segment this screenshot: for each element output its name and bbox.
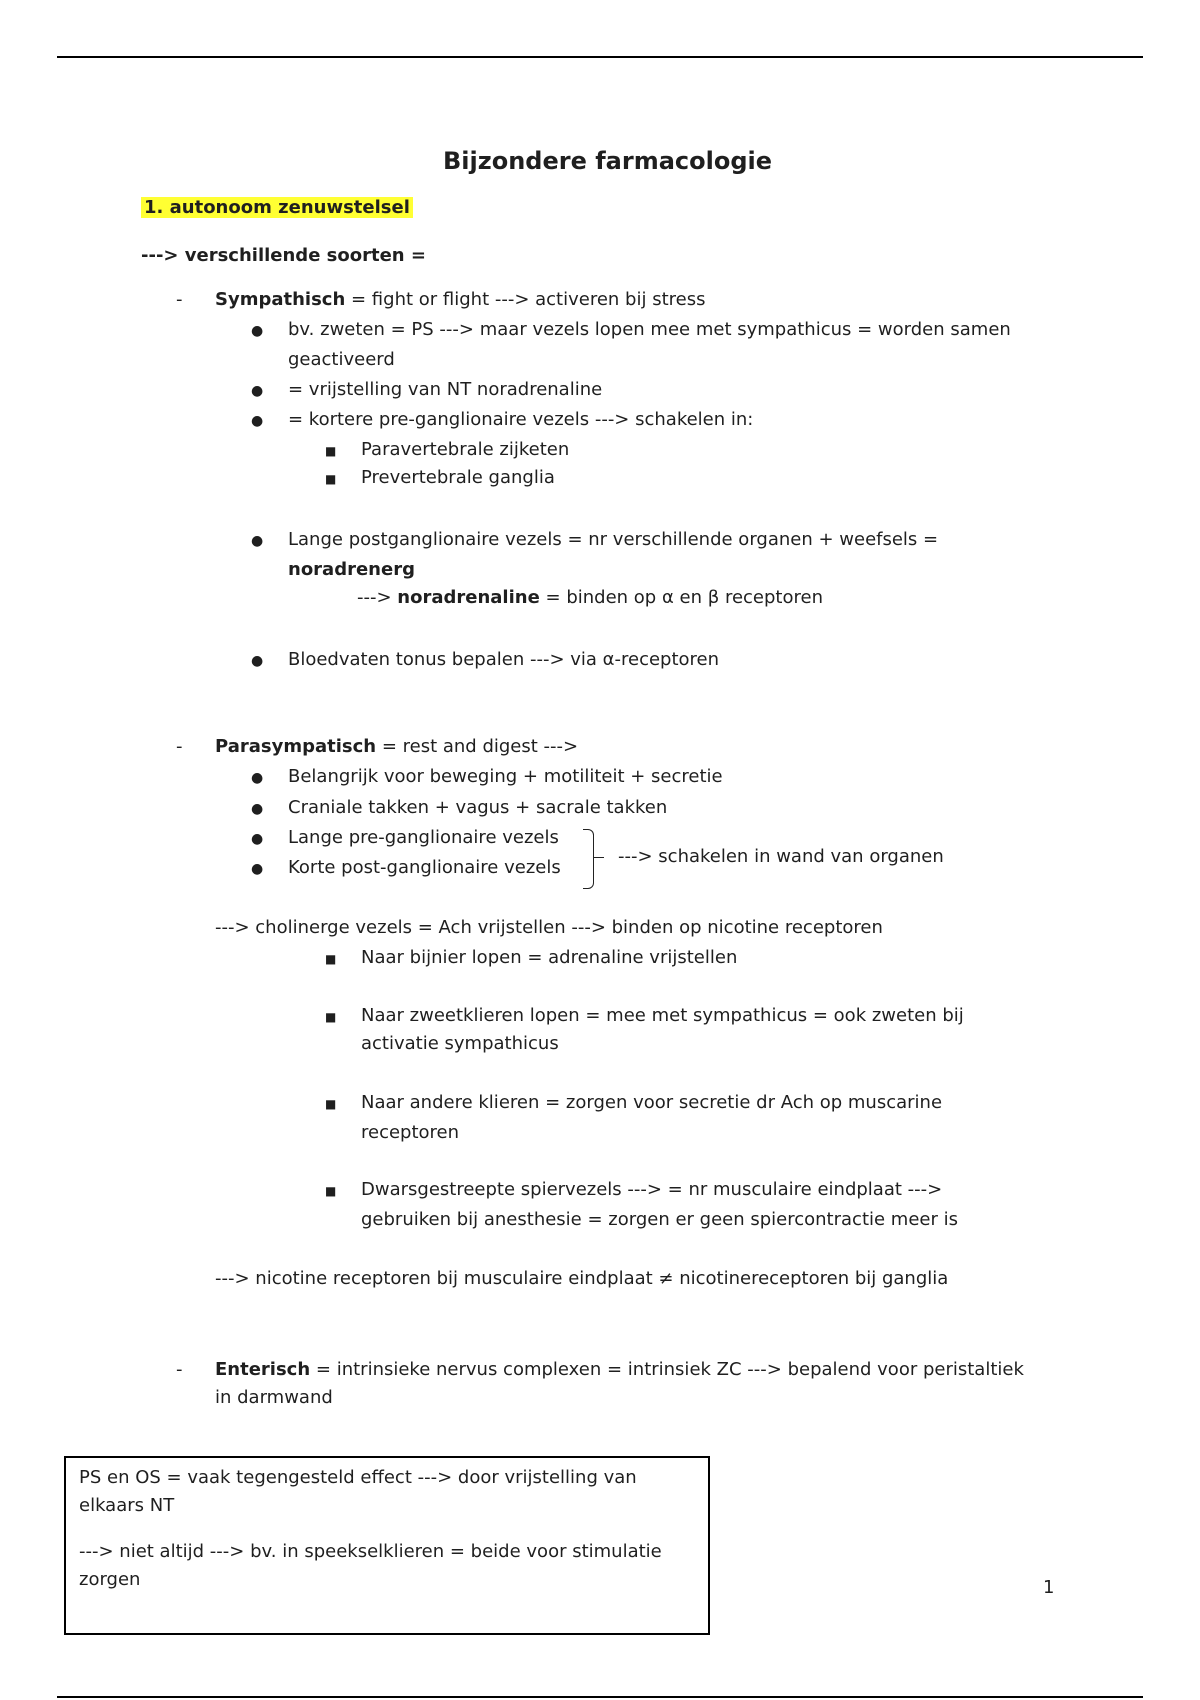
bullet-icon: ● — [251, 801, 264, 817]
parasympatisch-bullet-3: Lange pre-ganglionaire vezels — [288, 827, 559, 848]
section-heading — [141, 194, 413, 222]
para-sub-3b: receptoren — [361, 1122, 460, 1143]
sympathisch-bullet-2: = vrijstelling van NT noradrenaline — [288, 379, 603, 400]
bullet-icon: ● — [251, 653, 264, 669]
sympathisch-rest: = fight or flight ---> activeren bij stress — [345, 289, 706, 310]
para-sub-3a: Naar andere klieren = zorgen voor secretie dr Ach op muscarine — [361, 1092, 943, 1113]
enterisch-line-2: in darmwand — [215, 1387, 333, 1408]
cholinerg-line: ---> cholinerge vezels = Ach vrijstellen ---> binden op nicotine receptoren — [215, 917, 883, 938]
bullet-icon: ● — [251, 413, 264, 429]
enterisch-rest: = intrinsieke nervus complexen = intrinsiek ZC ---> bepalend voor peristaltiek — [310, 1359, 1024, 1380]
sympathisch-bullet-1b: geactiveerd — [288, 349, 395, 370]
nicotine-note: ---> nicotine receptoren bij musculaire eindplaat ≠ nicotinereceptoren bij ganglia — [215, 1268, 949, 1289]
square-bullet-icon: ■ — [325, 1184, 337, 1198]
page-title: Bijzondere farmacologie — [443, 147, 773, 175]
sympathisch-sub-2: Prevertebrale ganglia — [361, 467, 555, 488]
bullet-icon: ● — [251, 533, 264, 549]
section-heading-highlight: 1. autonoom zenuwstelsel — [141, 197, 413, 218]
dash-marker: - — [176, 1359, 183, 1380]
parasympatisch-term: Parasympatisch — [215, 736, 377, 757]
bullet-icon: ● — [251, 831, 264, 847]
sympathisch-bullet-4a: Lange postganglionaire vezels = nr verschillende organen + weefsels = — [288, 529, 939, 550]
parasympatisch-bullet-2: Craniale takken + vagus + sacrale takken — [288, 797, 668, 818]
sympathisch-bullet-4b: noradrenerg — [288, 559, 415, 580]
sympathisch-text — [215, 286, 705, 314]
bullet-icon: ● — [251, 383, 264, 399]
brace-annotation: ---> schakelen in wand van organen — [618, 846, 944, 867]
arrow-prefix: ---> — [357, 587, 398, 608]
para-sub-2a: Naar zweetklieren lopen = mee met sympathicus = ook zweten bij — [361, 1005, 964, 1026]
sympathisch-bullet-1a: bv. zweten = PS ---> maar vezels lopen mee met sympathicus = worden samen — [288, 319, 1011, 340]
sympathisch-bullet-3: = kortere pre-ganglionaire vezels ---> schakelen in: — [288, 409, 754, 430]
enterisch-term: Enterisch — [215, 1359, 311, 1380]
box-line-2: elkaars NT — [79, 1495, 175, 1516]
square-bullet-icon: ■ — [325, 1097, 337, 1111]
noradrenaline-term: noradrenaline — [397, 587, 540, 608]
bottom-rule — [57, 1696, 1143, 1698]
parasympatisch-bullet-4: Korte post-ganglionaire vezels — [288, 857, 561, 878]
square-bullet-icon: ■ — [325, 472, 337, 486]
parasympatisch-bullet-1: Belangrijk voor beweging + motiliteit + secretie — [288, 766, 723, 787]
para-sub-1: Naar bijnier lopen = adrenaline vrijstellen — [361, 947, 738, 968]
top-rule — [57, 56, 1143, 58]
page-number: 1 — [1043, 1577, 1055, 1598]
parasympatisch-text — [215, 733, 578, 761]
box-line-4: zorgen — [79, 1569, 141, 1590]
brace-tick — [594, 857, 604, 858]
square-bullet-icon: ■ — [325, 952, 337, 966]
intro-line: ---> verschillende soorten = — [141, 245, 426, 266]
sympathisch-term: Sympathisch — [215, 289, 346, 310]
para-sub-2b: activatie sympathicus — [361, 1033, 559, 1054]
square-bullet-icon: ■ — [325, 1010, 337, 1024]
noradrenaline-line — [357, 584, 823, 612]
para-sub-4b: gebruiken bij anesthesie = zorgen er geen spiercontractie meer is — [361, 1209, 958, 1230]
dash-marker: - — [176, 289, 183, 310]
enterisch-text — [215, 1356, 1024, 1384]
noradrenaline-rest: = binden op α en β receptoren — [539, 587, 823, 608]
sympathisch-bullet-5: Bloedvaten tonus bepalen ---> via α-receptoren — [288, 649, 720, 670]
bullet-icon: ● — [251, 770, 264, 786]
box-line-3: ---> niet altijd ---> bv. in speekselklieren = beide voor stimulatie — [79, 1541, 662, 1562]
bullet-icon: ● — [251, 861, 264, 877]
box-line-1: PS en OS = vaak tegengesteld effect ---> door vrijstelling van — [79, 1467, 637, 1488]
bullet-icon: ● — [251, 323, 264, 339]
summary-box — [64, 1456, 710, 1635]
right-brace-icon — [583, 829, 594, 889]
dash-marker: - — [176, 736, 183, 757]
square-bullet-icon: ■ — [325, 444, 337, 458]
parasympatisch-rest: = rest and digest ---> — [376, 736, 579, 757]
para-sub-4a: Dwarsgestreepte spiervezels ---> = nr musculaire eindplaat ---> — [361, 1179, 943, 1200]
sympathisch-sub-1: Paravertebrale zijketen — [361, 439, 570, 460]
